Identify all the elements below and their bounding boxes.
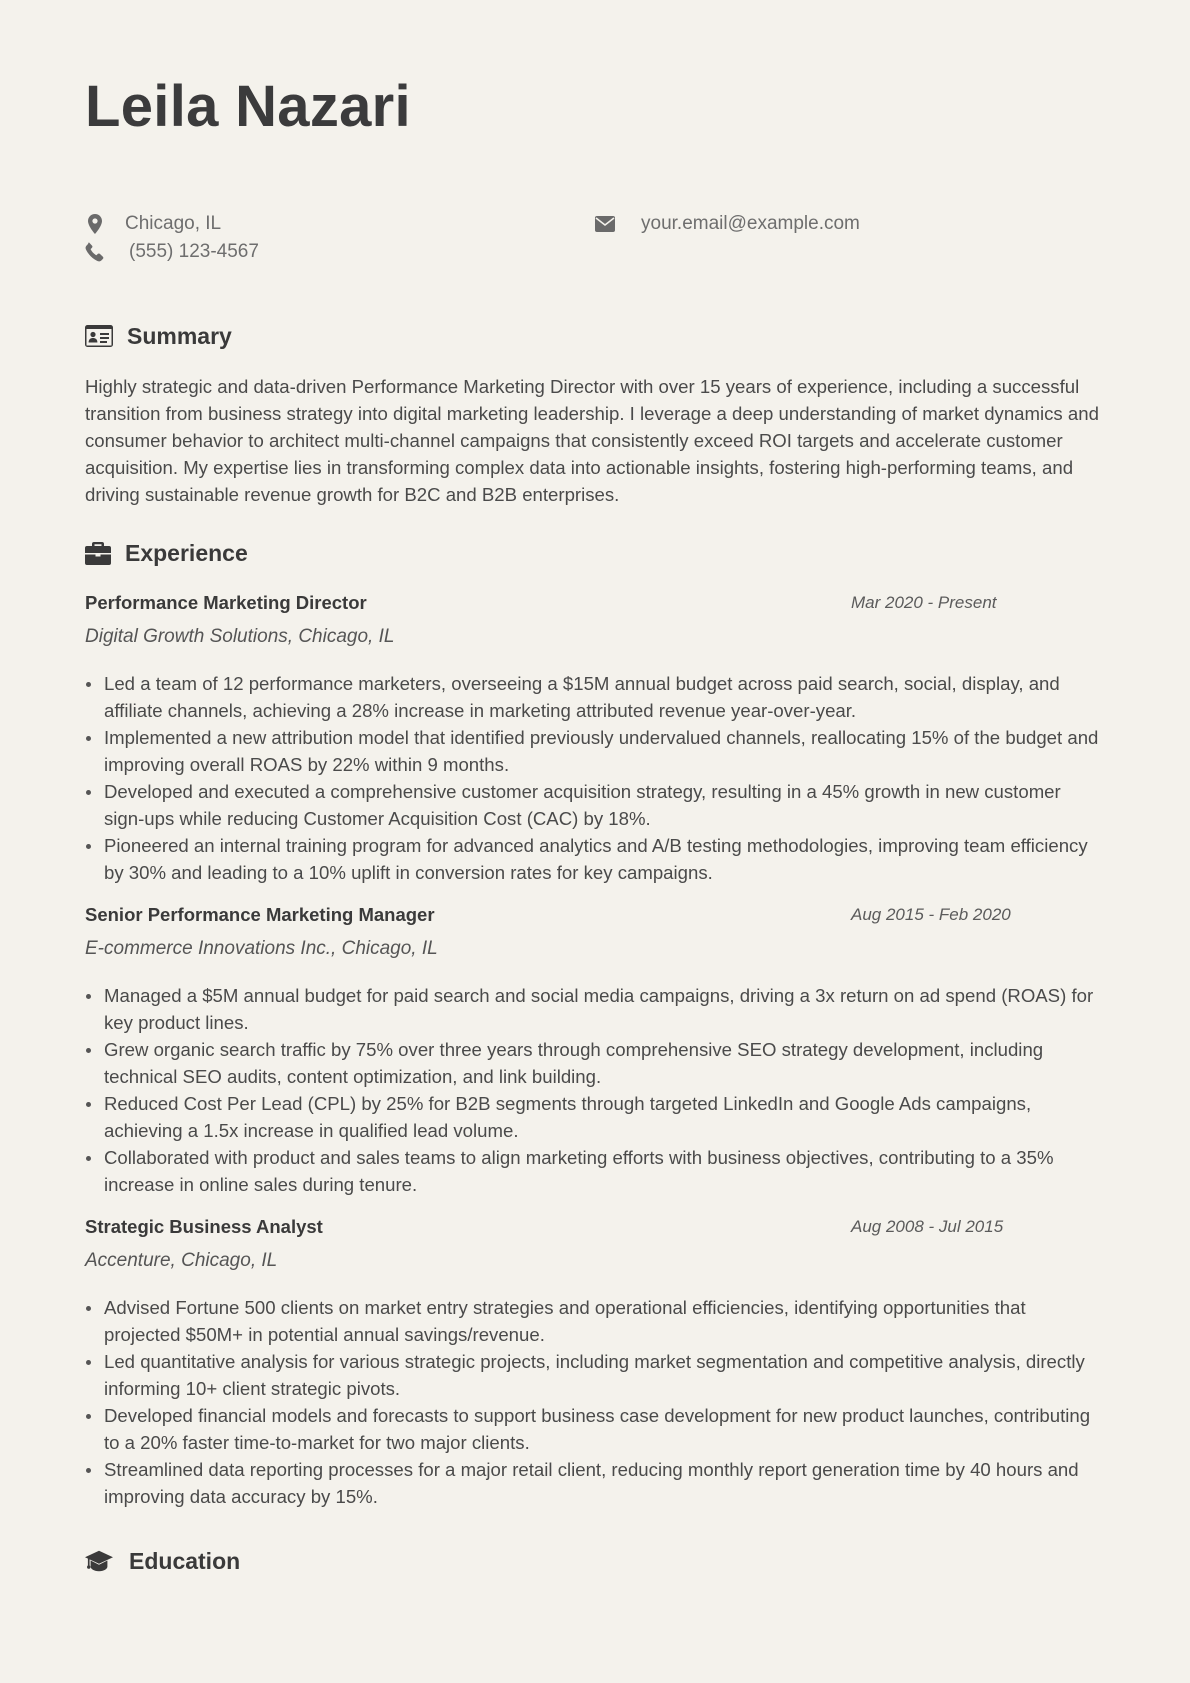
- envelope-icon: [595, 213, 615, 235]
- phone-text: (555) 123-4567: [129, 241, 259, 262]
- candidate-name: Leila Nazari: [85, 74, 411, 139]
- graduation-cap-icon: [85, 1548, 113, 1574]
- job-bullet: Advised Fortune 500 clients on market entry strategies and operational efficiencies, identifying opportunities that projected $50M+ in potential annual savings/revenue.: [85, 1294, 1105, 1348]
- job-bullet: Reduced Cost Per Lead (CPL) by 25% for B2B segments through targeted LinkedIn and Google Ads campaigns, achieving a 1.5x increase in qualified lead volume.: [85, 1090, 1105, 1144]
- experience-heading: [85, 537, 248, 569]
- summary-title: Summary: [127, 322, 232, 349]
- job-company: E-commerce Innovations Inc., Chicago, IL: [85, 938, 438, 959]
- job-bullet: Developed financial models and forecasts to support business case development for new product launches, contributing to a 20% faster time-to-market for two major clients.: [85, 1402, 1105, 1456]
- summary-heading: [85, 320, 232, 352]
- job-bullet: Grew organic search traffic by 75% over three years through comprehensive SEO strategy development, including technical SEO audits, content optimization, and link building.: [85, 1036, 1105, 1090]
- job-company: Digital Growth Solutions, Chicago, IL: [85, 626, 395, 647]
- job-bullet: Managed a $5M annual budget for paid search and social media campaigns, driving a 3x return on ad spend (ROAS) for key product lines.: [85, 982, 1105, 1036]
- summary-text: Highly strategic and data-driven Performance Marketing Director with over 15 years of experience, including a successful transition from business strategy into digital marketing leadership. I leverage a deep understanding of market dynamics and consumer behavior to architect multi-channel campaigns that consistently exceed ROI targets and accelerate customer acquisition. My expertise lies in transforming complex data into actionable insights, fostering high-performing teams, and driving sustainable revenue growth for B2C and B2B enterprises.: [85, 376, 1099, 505]
- job-dates: Mar 2020 - Present: [851, 593, 997, 612]
- resume-page: [85, 0, 1105, 1683]
- job-bullet: Led a team of 12 performance marketers, overseeing a $15M annual budget across paid search, social, display, and affiliate channels, achieving a 28% increase in marketing attributed revenue year-over-year.: [85, 670, 1105, 724]
- education-title: Education: [129, 1547, 241, 1574]
- job-title: Senior Performance Marketing Manager: [85, 904, 435, 925]
- location-text: Chicago, IL: [125, 213, 222, 234]
- job-bullet: Streamlined data reporting processes for a major retail client, reducing monthly report generation time by 40 hours and improving data accuracy by 15%.: [85, 1456, 1105, 1510]
- job-bullet-list: [85, 1294, 1105, 1510]
- job-bullet: Implemented a new attribution model that identified previously undervalued channels, reallocating 15% of the budget and improving overall ROAS by 22% within 9 months.: [85, 724, 1105, 778]
- email-text: your.email@example.com: [641, 213, 860, 234]
- job-dates: Aug 2008 - Jul 2015: [851, 1217, 1004, 1236]
- job-bullet: Developed and executed a comprehensive customer acquisition strategy, resulting in a 45% growth in new customer sign-ups while reducing Customer Acquisition Cost (CAC) by 18%.: [85, 778, 1105, 832]
- job-bullet-list: [85, 982, 1105, 1198]
- job-bullet: Led quantitative analysis for various strategic projects, including market segmentation and competitive analysis, directly informing 10+ client strategic pivots.: [85, 1348, 1105, 1402]
- job-bullet: Collaborated with product and sales teams to align marketing efforts with business objectives, contributing to a 35% increase in online sales during tenure.: [85, 1144, 1105, 1198]
- phone-icon: [85, 241, 105, 263]
- job-title: Strategic Business Analyst: [85, 1216, 323, 1237]
- job-title: Performance Marketing Director: [85, 592, 367, 613]
- job-bullet: Pioneered an internal training program for advanced analytics and A/B testing methodologies, improving team efficiency by 30% and leading to a 10% uplift in conversion rates for key campaigns.: [85, 832, 1105, 886]
- job-dates: Aug 2015 - Feb 2020: [851, 905, 1011, 924]
- job-bullet-list: [85, 670, 1105, 886]
- contact-phone: [85, 239, 259, 265]
- job-company: Accenture, Chicago, IL: [85, 1250, 278, 1271]
- briefcase-icon: [85, 540, 113, 566]
- contact-location: [85, 211, 221, 237]
- id-card-icon: [85, 323, 113, 349]
- education-heading: [85, 1545, 240, 1577]
- map-pin-icon: [85, 213, 105, 235]
- contact-email: [595, 211, 860, 237]
- experience-title: Experience: [125, 539, 248, 566]
